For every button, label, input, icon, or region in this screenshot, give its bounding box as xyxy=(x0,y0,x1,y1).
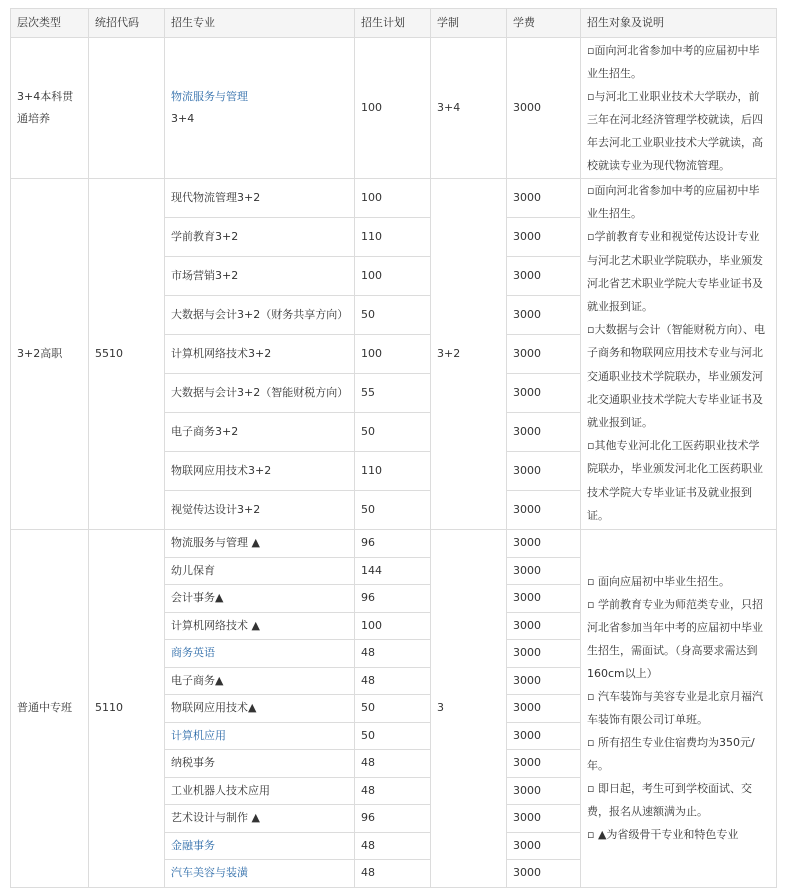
plan-cell: 48 xyxy=(355,640,431,668)
fee-cell: 3000 xyxy=(507,296,581,335)
major-link[interactable]: 金融事务 xyxy=(165,832,355,860)
duration-cell: 3+4 xyxy=(431,38,507,179)
plan-cell: 50 xyxy=(355,695,431,723)
major-cell: 视觉传达设计3+2 xyxy=(165,491,355,530)
fee-cell: 3000 xyxy=(507,585,581,613)
fee-cell: 3000 xyxy=(507,722,581,750)
level-cell: 3+4本科贯通培养 xyxy=(11,38,89,179)
plan-cell: 96 xyxy=(355,805,431,833)
plan-cell: 96 xyxy=(355,585,431,613)
fee-cell: 3000 xyxy=(507,530,581,558)
major-link[interactable]: 商务英语 xyxy=(165,640,355,668)
fee-cell: 3000 xyxy=(507,557,581,585)
major-link[interactable]: 物流服务与管理 xyxy=(171,90,248,103)
note-text: ▫ ▲为省级骨干专业和特色专业 xyxy=(587,828,739,842)
major-cell: 纳税事务 xyxy=(165,750,355,778)
fee-cell: 3000 xyxy=(507,695,581,723)
table-row xyxy=(11,179,777,218)
fee-cell: 3000 xyxy=(507,491,581,530)
enrollment-table-wrapper xyxy=(10,8,777,888)
plan-cell: 48 xyxy=(355,750,431,778)
major-cell: 工业机器人技术应用 xyxy=(165,777,355,805)
table-row xyxy=(11,530,777,558)
fee-cell: 3000 xyxy=(507,777,581,805)
table-row xyxy=(11,38,777,179)
note-text: ▫大数据与会计（智能财税方向）、电子商务和物联网应用技术专业与河北交通职业技术学院联办，毕业颁发河北交通职业技术学院大专毕业证书及就业报到证。 xyxy=(587,323,765,430)
notes-cell xyxy=(581,530,777,888)
note-text: ▫ 学前教育专业为师范类专业，只招河北省参加当年中考的应届初中毕业生招生，需面试。（身高要求需达到160cm以上） xyxy=(587,598,763,681)
plan-cell: 50 xyxy=(355,491,431,530)
fee-cell: 3000 xyxy=(507,640,581,668)
notes-cell xyxy=(581,38,777,179)
note-text: ▫ 面向应届初中毕业生招生。 xyxy=(587,575,730,589)
major-cell: 幼儿保育 xyxy=(165,557,355,585)
major-sub: 3+4 xyxy=(171,112,195,125)
plan-cell: 48 xyxy=(355,860,431,888)
fee-cell: 3000 xyxy=(507,452,581,491)
major-link[interactable]: 汽车美容与装潢 xyxy=(165,860,355,888)
major-cell: 大数据与会计3+2（财务共享方向） xyxy=(165,296,355,335)
header-row xyxy=(11,9,777,38)
plan-cell: 50 xyxy=(355,722,431,750)
note-text: ▫ 即日起，考生可到学校面试、交费，报名从速额满为止。 xyxy=(587,782,752,819)
plan-cell: 100 xyxy=(355,257,431,296)
header-major: 招生专业 xyxy=(165,9,355,38)
major-cell: 学前教育3+2 xyxy=(165,218,355,257)
fee-cell: 3000 xyxy=(507,832,581,860)
major-cell: 物联网应用技术▲ xyxy=(165,695,355,723)
plan-cell: 100 xyxy=(355,612,431,640)
plan-cell: 110 xyxy=(355,452,431,491)
duration-cell: 3 xyxy=(431,530,507,888)
note-text: ▫ 汽车装饰与美容专业是北京月福汽车装饰有限公司订单班。 xyxy=(587,690,763,727)
code-cell xyxy=(89,38,165,179)
note-text: ▫面向河北省参加中考的应届初中毕业生招生。 xyxy=(587,184,760,221)
fee-cell: 3000 xyxy=(507,612,581,640)
code-cell: 5510 xyxy=(89,179,165,530)
level-cell: 3+2高职 xyxy=(11,179,89,530)
plan-cell: 55 xyxy=(355,374,431,413)
header-level: 层次类型 xyxy=(11,9,89,38)
fee-cell: 3000 xyxy=(507,179,581,218)
major-cell: 会计事务▲ xyxy=(165,585,355,613)
plan-cell: 48 xyxy=(355,667,431,695)
major-cell xyxy=(165,38,355,179)
major-cell: 计算机网络技术 ▲ xyxy=(165,612,355,640)
enrollment-table xyxy=(10,8,777,888)
major-cell: 物流服务与管理 ▲ xyxy=(165,530,355,558)
header-plan: 招生计划 xyxy=(355,9,431,38)
major-cell: 艺术设计与制作 ▲ xyxy=(165,805,355,833)
plan-cell: 100 xyxy=(355,38,431,179)
plan-cell: 100 xyxy=(355,179,431,218)
major-cell: 物联网应用技术3+2 xyxy=(165,452,355,491)
plan-cell: 48 xyxy=(355,777,431,805)
header-notes: 招生对象及说明 xyxy=(581,9,777,38)
fee-cell: 3000 xyxy=(507,335,581,374)
major-cell: 电子商务3+2 xyxy=(165,413,355,452)
fee-cell: 3000 xyxy=(507,374,581,413)
fee-cell: 3000 xyxy=(507,218,581,257)
plan-cell: 48 xyxy=(355,832,431,860)
fee-cell: 3000 xyxy=(507,667,581,695)
header-fee: 学费 xyxy=(507,9,581,38)
header-duration: 学制 xyxy=(431,9,507,38)
plan-cell: 50 xyxy=(355,413,431,452)
fee-cell: 3000 xyxy=(507,805,581,833)
plan-cell: 110 xyxy=(355,218,431,257)
note-text: ▫ 所有招生专业住宿费均为350元/年。 xyxy=(587,736,755,773)
major-link[interactable]: 计算机应用 xyxy=(165,722,355,750)
note-text: ▫与河北工业职业技术大学联办，前三年在河北经济管理学校就读，后四年去河北工业职业技术大学就读，高校就读专业为现代物流管理。 xyxy=(587,90,763,172)
major-cell: 市场营销3+2 xyxy=(165,257,355,296)
major-cell: 现代物流管理3+2 xyxy=(165,179,355,218)
major-cell: 大数据与会计3+2（智能财税方向） xyxy=(165,374,355,413)
fee-cell: 3000 xyxy=(507,750,581,778)
notes-cell xyxy=(581,179,777,530)
major-cell: 计算机网络技术3+2 xyxy=(165,335,355,374)
plan-cell: 100 xyxy=(355,335,431,374)
fee-cell: 3000 xyxy=(507,413,581,452)
note-text: ▫面向河北省参加中考的应届初中毕业生招生。 xyxy=(587,44,760,80)
header-code: 统招代码 xyxy=(89,9,165,38)
duration-cell: 3+2 xyxy=(431,179,507,530)
fee-cell: 3000 xyxy=(507,38,581,179)
fee-cell: 3000 xyxy=(507,257,581,296)
plan-cell: 96 xyxy=(355,530,431,558)
level-cell: 普通中专班 xyxy=(11,530,89,888)
plan-cell: 144 xyxy=(355,557,431,585)
note-text: ▫学前教育专业和视觉传达设计专业与河北艺术职业学院联办，毕业颁发河北省艺术职业学院大专毕业证书及就业报到证。 xyxy=(587,230,763,314)
fee-cell: 3000 xyxy=(507,860,581,888)
note-text: ▫其他专业河北化工医药职业技术学院联办，毕业颁发河北化工医药职业技术学院大专毕业证书及就业报到证。 xyxy=(587,439,763,522)
plan-cell: 50 xyxy=(355,296,431,335)
major-cell: 电子商务▲ xyxy=(165,667,355,695)
code-cell: 5110 xyxy=(89,530,165,888)
